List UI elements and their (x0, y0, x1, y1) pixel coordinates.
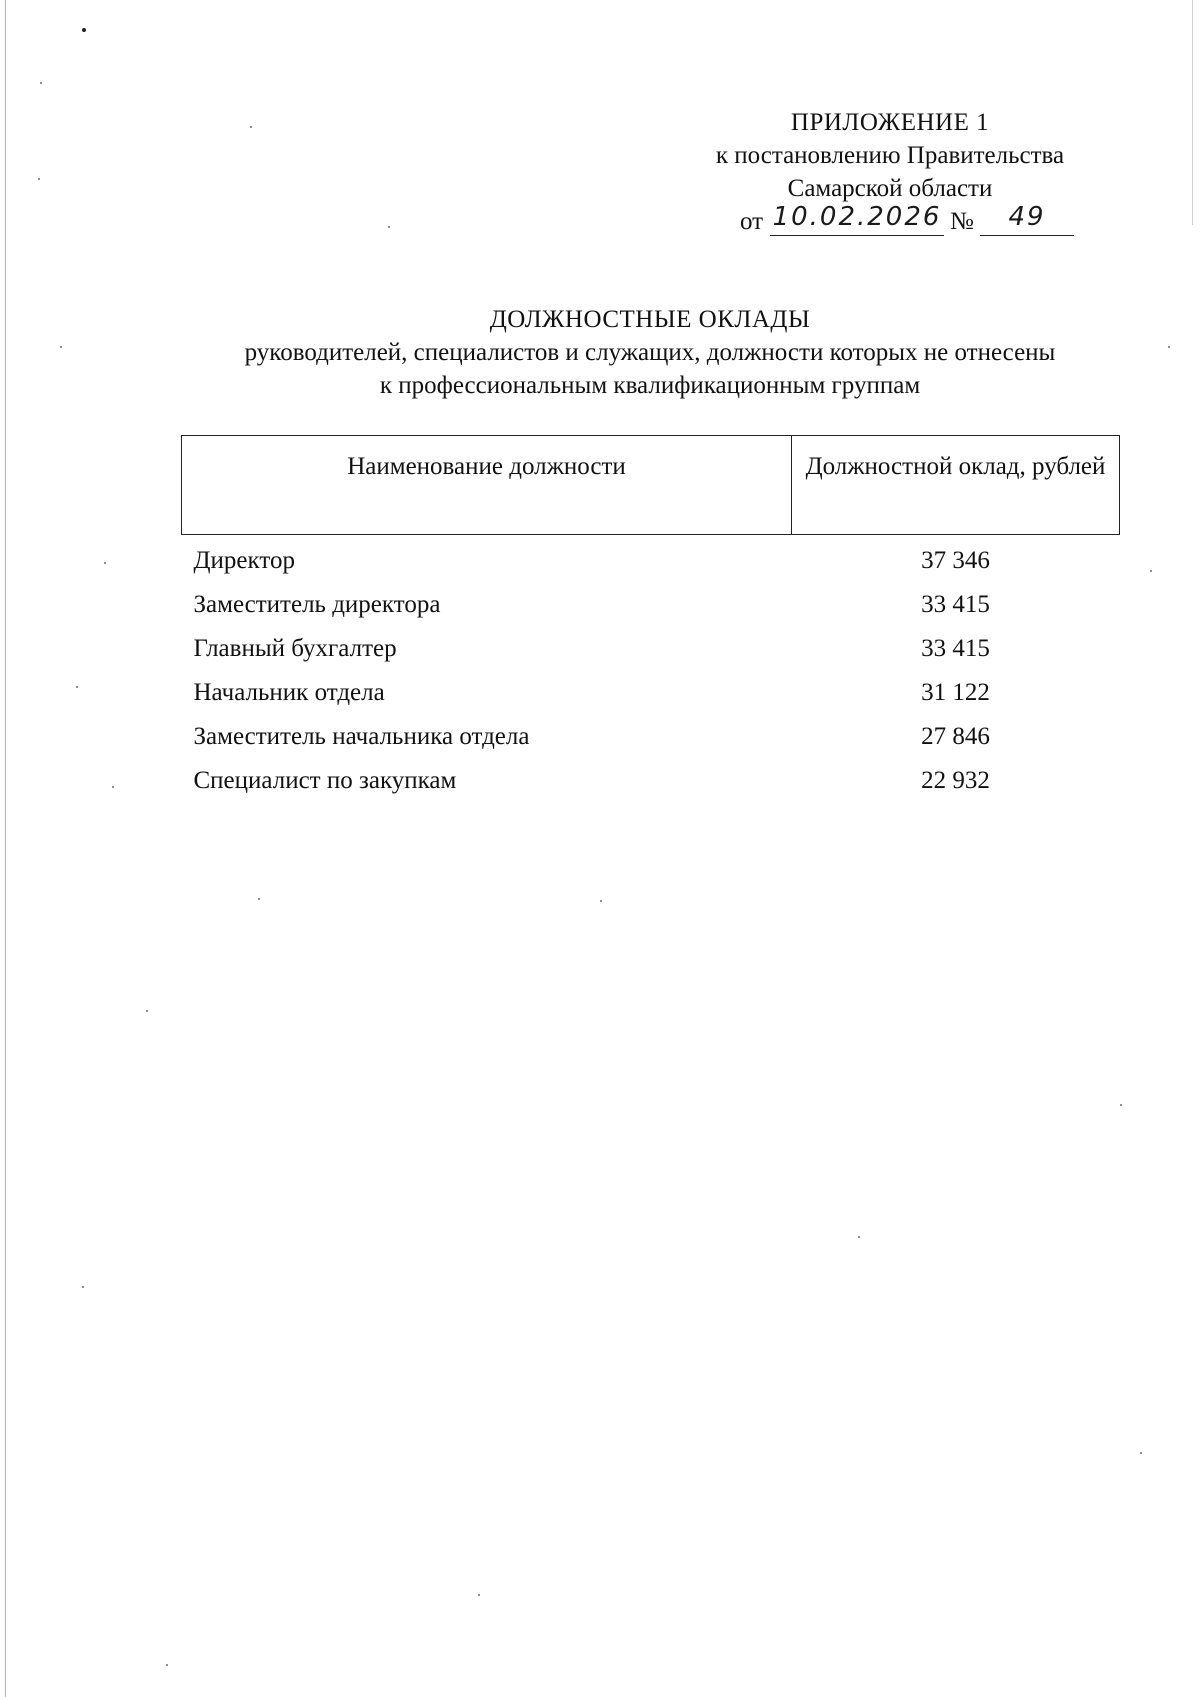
scan-speck (40, 82, 42, 84)
decree-number-handwritten: 49 (1008, 202, 1046, 232)
position-name: Заместитель начальника отдела (193, 723, 530, 750)
scan-speck (600, 900, 602, 902)
table-row (182, 715, 1120, 759)
scan-speck (104, 562, 106, 564)
scan-speck (1140, 1452, 1142, 1454)
position-name: Директор (193, 547, 295, 574)
page-edge-right (1192, 0, 1193, 225)
scan-speck (250, 126, 252, 128)
scan-speck (258, 898, 260, 900)
scan-speck (60, 346, 62, 348)
appendix-heading: ПРИЛОЖЕНИЕ 1 (790, 109, 990, 136)
position-name: Заместитель директора (193, 591, 441, 618)
appendix-line-region: Самарской области (787, 175, 993, 202)
salary-table (181, 435, 1120, 803)
salary-amount: 33 415 (921, 591, 990, 618)
page-edge-left (5, 0, 6, 1697)
scan-speck (38, 178, 40, 180)
salary-amount: 27 846 (921, 723, 990, 750)
scan-speck (388, 226, 390, 228)
scan-speck (166, 1664, 168, 1666)
scan-speck (1150, 570, 1152, 572)
number-sign: № (950, 208, 974, 235)
salary-amount: 31 122 (921, 679, 990, 706)
column-header-position: Наименование должности (182, 436, 792, 535)
date-prefix: от (740, 208, 764, 235)
decree-date-line (660, 202, 1120, 239)
table-row (182, 583, 1120, 627)
document-title (180, 303, 1120, 402)
decree-number-field (980, 201, 1074, 236)
salary-amount: 22 932 (921, 767, 990, 794)
position-name: Начальник отдела (193, 679, 385, 706)
appendix-line-decree: к постановлению Правительства (715, 142, 1065, 169)
table-row (182, 671, 1120, 715)
column-header-salary: Должностной оклад, рублей (792, 436, 1120, 535)
position-name: Специалист по закупкам (193, 767, 457, 794)
scan-speck (478, 1594, 480, 1596)
title-line-2: руководителей, специалистов и служащих, должности которых не отнесены (244, 339, 1056, 366)
scan-speck (112, 786, 114, 788)
scan-speck (82, 28, 86, 32)
scan-speck (1120, 1104, 1122, 1106)
table-row (182, 627, 1120, 671)
scan-speck (146, 1010, 148, 1012)
title-line-3: к профессиональным квалификационным группам (379, 372, 921, 399)
title-heading: ДОЛЖНОСТНЫЕ ОКЛАДЫ (489, 306, 811, 333)
scan-speck (76, 686, 78, 688)
salary-amount: 37 346 (921, 547, 990, 574)
scan-speck (82, 1286, 84, 1288)
position-name: Главный бухгалтер (193, 635, 397, 662)
table-row (182, 535, 1120, 584)
scan-speck (858, 1236, 860, 1238)
table-row (182, 759, 1120, 803)
salary-amount: 33 415 (921, 635, 990, 662)
decree-date-handwritten: 10.02.2026 (772, 202, 942, 232)
decree-date-field (770, 201, 944, 236)
table-header-row (182, 436, 1120, 535)
scan-speck (1168, 346, 1170, 348)
approval-block (660, 106, 1120, 239)
